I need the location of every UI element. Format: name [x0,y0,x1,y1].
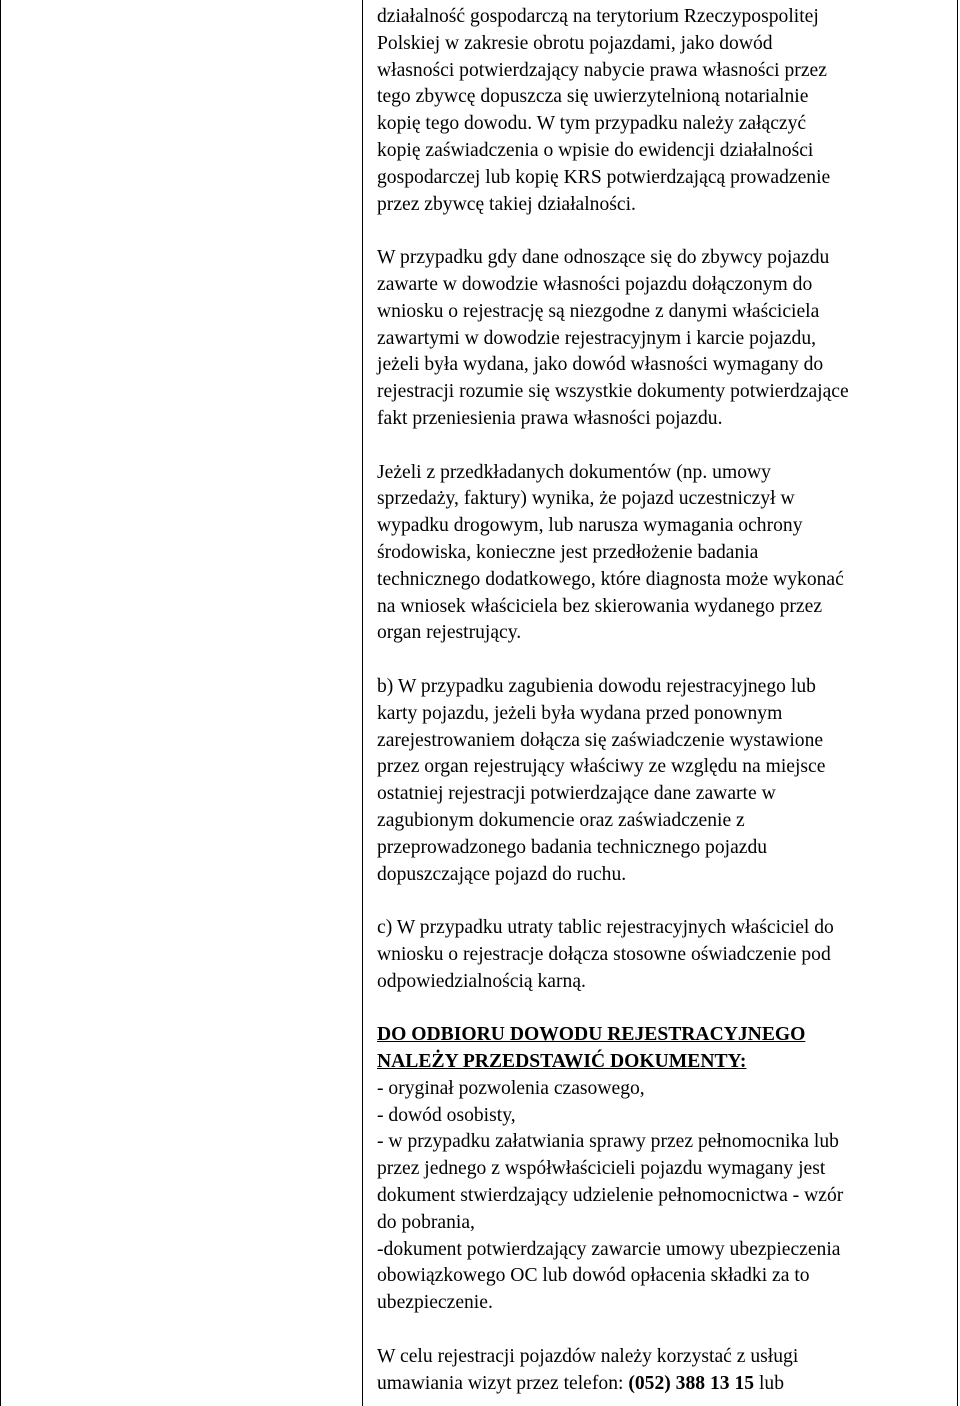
text-line: wypadku drogowym, lub narusza wymagania ochrony [377,515,803,537]
text-line: odpowiedzialnością karną. [377,970,586,992]
text-fragment: umawiania wizyt przez telefon: [377,1372,629,1394]
paragraph-seller-data-mismatch [377,245,949,433]
paragraph-lost-plates [377,915,949,995]
text-line: kopię zaświadczenia o wpisie do ewidencji działalności [377,139,814,161]
text-line: działalność gospodarczą na terytorium Rzeczypospolitej [377,6,819,27]
text-line: rejestracji rozumie się wszystkie dokumenty potwierdzające [377,381,849,403]
text-line: gospodarczej lub kopię KRS potwierdzającą prowadzenie [377,166,831,188]
text-line: zawartymi w dowodzie rejestracyjnym i karcie pojazdu, [377,327,817,349]
text-line: karty pojazdu, jeżeli była wydana przed ponownym [377,702,783,724]
list-line: - w przypadku załatwiania sprawy przez pełnomocnika lub [377,1131,839,1153]
text-line: c) W przypadku utraty tablic rejestracyjnych właściciel do [377,917,834,939]
text-line: przez zbywcę takiej działalności. [377,193,636,215]
paragraph-lost-registration [377,674,949,888]
section-heading-line: NALEŻY PRZEDSTAWIĆ DOKUMENTY: [377,1051,747,1073]
text-line: środowiska, konieczne jest przedłożenie badania [377,541,759,563]
text-line: wniosku o rejestrację są niezgodne z danymi właściciela [377,300,820,322]
text-line: zawarte w dowodzie własności pojazdu dołączonym do [377,273,813,295]
text-line: przez organ rejestrujący właściwy ze względu na miejsce [377,756,826,778]
text-line: W przypadku gdy dane odnoszące się do zbywcy pojazdu [377,247,830,269]
section-heading-line: DO ODBIORU DOWODU REJESTRACYJNEGO [377,1024,806,1046]
text-line: kopię tego dowodu. W tym przypadku należy załączyć [377,113,807,135]
list-line: obowiązkowego OC lub dowód opłacenia składki za to [377,1265,810,1287]
phone-number: (052) 388 13 15 [628,1372,755,1394]
table-left-border [0,0,1,1406]
list-line: do pobrania, [377,1211,475,1233]
text-line: organ rejestrujący. [377,622,522,644]
text-line: dopuszczające pojazd do ruchu. [377,863,627,885]
document-text-column [377,4,949,1397]
text-line: W celu rejestracji pojazdów należy korzystać z usługi [377,1345,799,1367]
text-line: b) W przypadku zagubienia dowodu rejestracyjnego lub [377,675,816,697]
text-line: na wniosek właściciela bez skierowania wydanego przez [377,595,823,617]
text-line: technicznego dodatkowego, które diagnosta może wykonać [377,568,844,590]
text-line: wniosku o rejestracje dołącza stosowne oświadczenie pod [377,943,831,965]
text-line: przeprowadzonego badania technicznego pojazdu [377,836,768,858]
table-column-divider [362,0,363,1406]
list-line: dokument stwierdzający udzielenie pełnomocnictwa - wzór [377,1185,844,1207]
text-line: Jeżeli z przedkładanych dokumentów (np. umowy [377,461,771,483]
text-line: zarejestrowaniem dołącza się zaświadczenie wystawione [377,729,824,751]
text-line: sprzedaży, faktury) wynika, że pojazd uczestniczył w [377,488,795,510]
text-line: zagubionym dokumencie oraz zaświadczenie z [377,809,745,831]
table-right-border [957,0,958,1406]
text-line: jeżeli była wydana, jako dowód własności wymagany do [377,354,824,376]
list-line: przez jednego z współwłaścicieli pojazdu wymagany jest [377,1158,826,1180]
paragraph-accident-inspection [377,460,949,648]
text-line: własności potwierdzający nabycie prawa własności przez [377,59,827,81]
text-line: ostatniej rejestracji potwierdzające dane zawarte w [377,783,776,805]
list-line: - dowód osobisty, [377,1104,516,1126]
list-line: ubezpieczenie. [377,1292,493,1314]
text-fragment: lub [754,1372,784,1394]
paragraph-appointment-info [377,1344,949,1398]
list-line: - oryginał pozwolenia czasowego, [377,1077,645,1099]
section-pickup-documents [377,1022,949,1317]
text-line: tego zbywcę dopuszcza się uwierzytelnioną notarialnie [377,86,809,108]
paragraph-ownership-proof [377,4,949,218]
list-line: -dokument potwierdzający zawarcie umowy ubezpieczenia [377,1238,841,1260]
text-line: Polskiej w zakresie obrotu pojazdami, jako dowód [377,32,773,54]
text-line [377,1371,949,1398]
text-line: fakt przeniesienia prawa własności pojazdu. [377,407,723,429]
